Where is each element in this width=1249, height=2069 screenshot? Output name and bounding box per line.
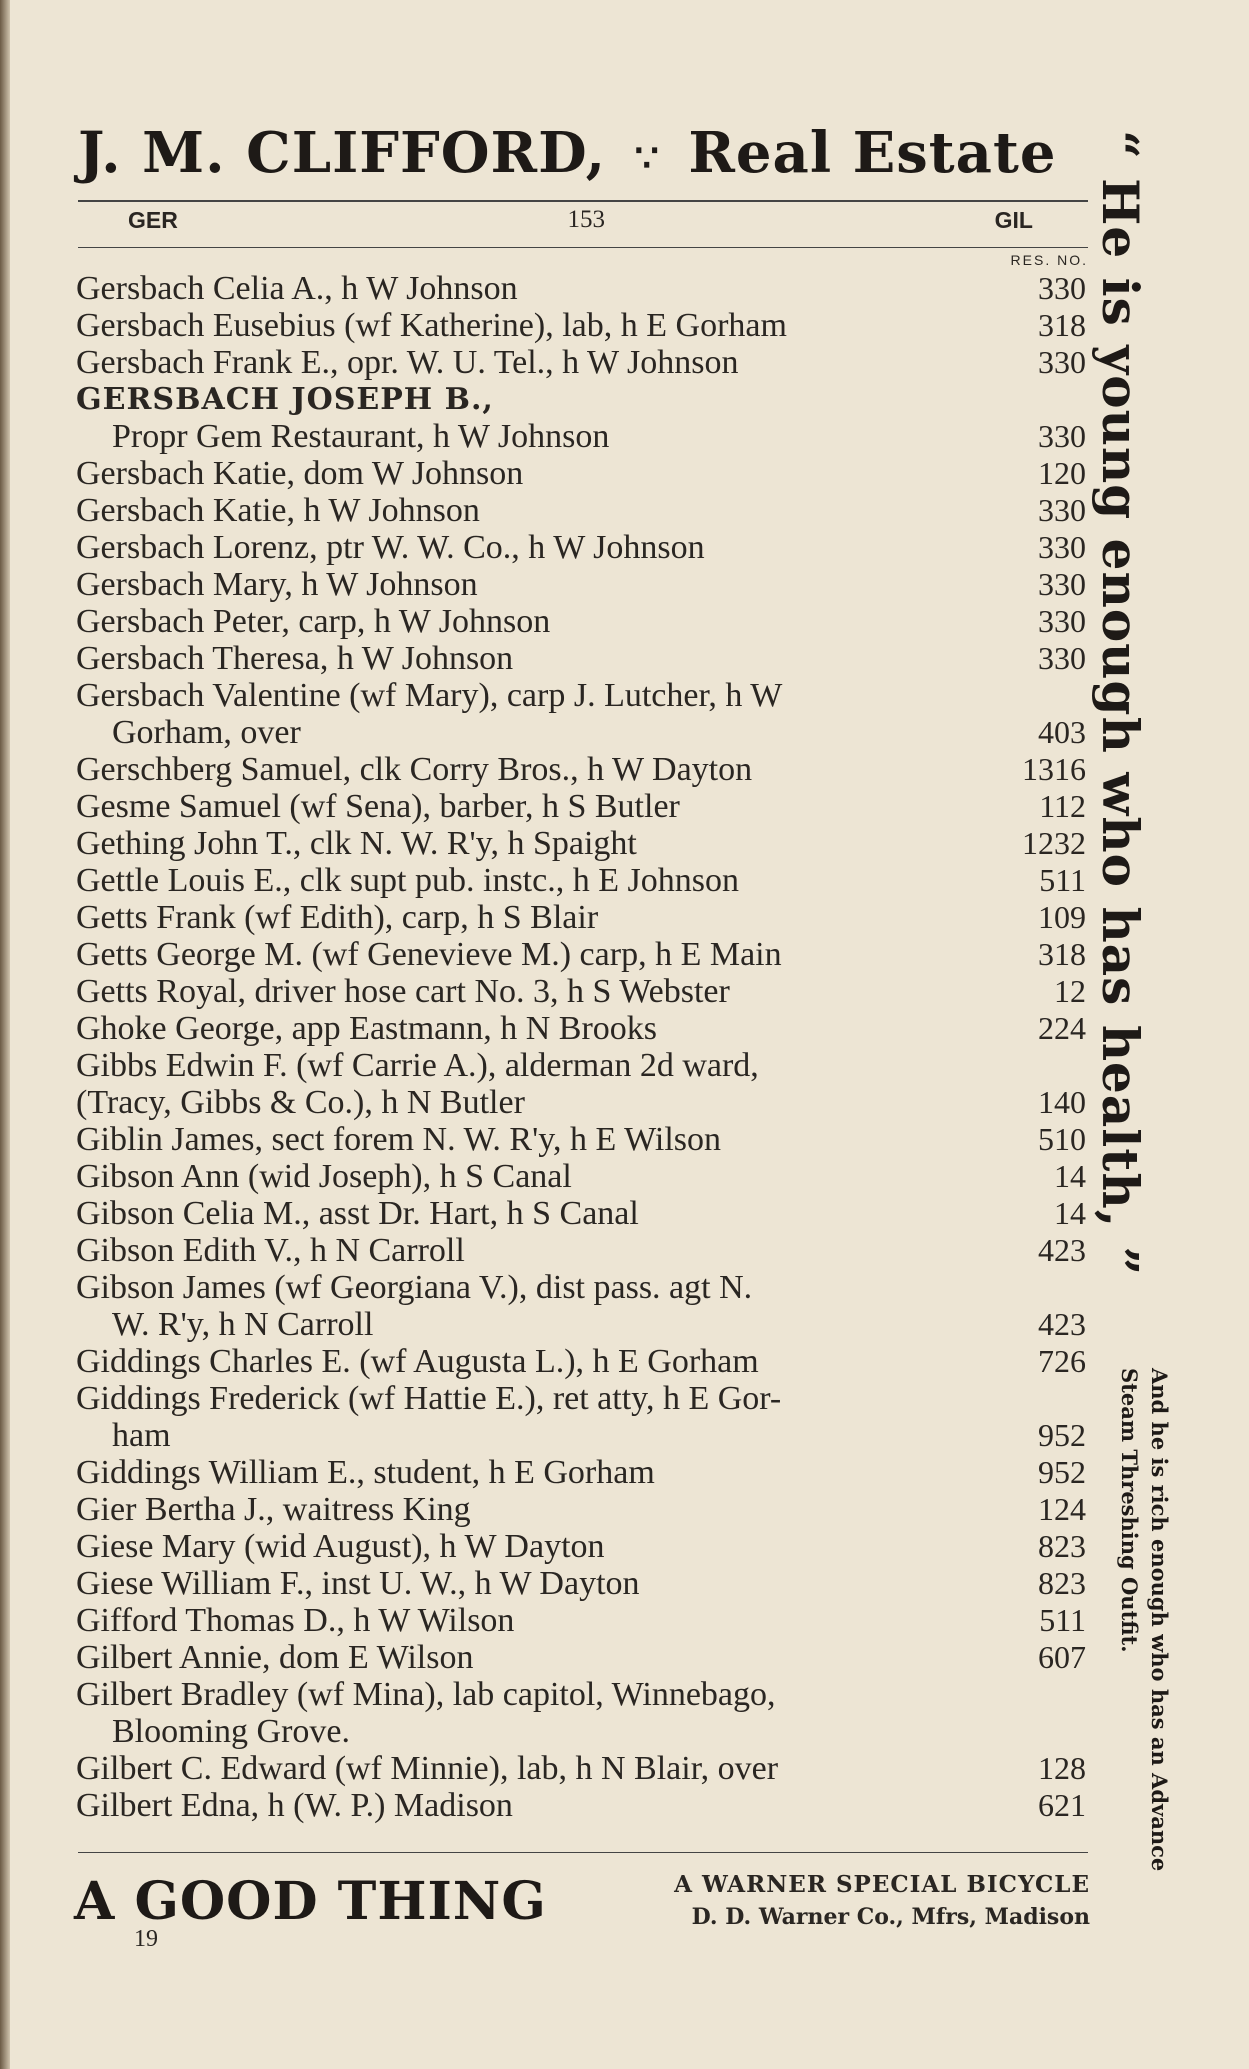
entry-text: Giese William F., inst U. W., h W Dayton xyxy=(76,1565,640,1602)
entry-text: W. R'y, h N Carroll xyxy=(112,1306,374,1343)
banner-separator: ∵ xyxy=(634,134,660,180)
page-binding-edge xyxy=(0,0,10,2069)
guide-word-left: GER xyxy=(128,206,178,233)
residence-number: 952 xyxy=(1038,1454,1086,1490)
page-number: 153 xyxy=(567,206,605,233)
directory-entry xyxy=(76,1491,1088,1528)
footer-ad-line1: A WARNER SPECIAL BICYCLE xyxy=(674,1871,1090,1898)
entry-text: Gorham, over xyxy=(112,714,301,751)
directory-entry xyxy=(76,862,1088,899)
entry-text: Giblin James, sect forem N. W. R'y, h E Wilson xyxy=(76,1121,722,1158)
entry-text: Gesme Samuel (wf Sena), barber, h S Butler xyxy=(76,788,680,825)
footer-rule xyxy=(78,1852,1088,1853)
directory-entry xyxy=(76,973,1088,1010)
entry-text: Getts Royal, driver hose cart No. 3, h S Webster xyxy=(76,973,730,1010)
directory-entry xyxy=(76,936,1088,973)
residence-number: 330 xyxy=(1038,529,1086,565)
directory-entry xyxy=(76,899,1088,936)
guide-word-right: GIL xyxy=(994,206,1033,233)
residence-number: 621 xyxy=(1038,1787,1086,1823)
residence-number: 14 xyxy=(1054,1195,1086,1231)
directory-entry xyxy=(76,788,1088,825)
footer-ad-line2: D. D. Warner Co., Mfrs, Madison xyxy=(691,1904,1090,1930)
directory-entry xyxy=(76,1306,1088,1343)
entry-text: Gersbach Katie, h W Johnson xyxy=(76,492,480,529)
banner-name: J. M. CLIFFORD, xyxy=(78,120,607,186)
entry-text: Ghoke George, app Eastmann, h N Brooks xyxy=(76,1010,658,1047)
entry-text: Gilbert Annie, dom E Wilson xyxy=(76,1639,474,1676)
residence-number: 330 xyxy=(1038,270,1086,306)
residence-number: 12 xyxy=(1054,973,1086,1009)
entry-text: Gersbach Katie, dom W Johnson xyxy=(76,455,524,492)
entry-text: Gibson Ann (wid Joseph), h S Canal xyxy=(76,1158,572,1195)
running-head xyxy=(78,206,1088,234)
residence-number: 124 xyxy=(1038,1491,1086,1527)
directory-entry xyxy=(76,566,1088,603)
entry-text: Gerschberg Samuel, clk Corry Bros., h W Dayton xyxy=(76,751,753,788)
residence-number: 14 xyxy=(1054,1158,1086,1194)
entry-text: Giddings William E., student, h E Gorham xyxy=(76,1454,655,1491)
directory-entry xyxy=(76,344,1088,381)
side-ad-line1: And he is rich enough who has an Advance xyxy=(1147,1368,1172,1872)
residence-number: 128 xyxy=(1038,1750,1086,1786)
directory-entry xyxy=(76,825,1088,862)
residence-number: 511 xyxy=(1039,862,1086,898)
directory-entry xyxy=(76,1158,1088,1195)
banner-trade: Real Estate xyxy=(688,120,1057,186)
residence-number: 726 xyxy=(1038,1343,1086,1379)
directory-entry xyxy=(76,1639,1088,1676)
entry-text: Gilbert Bradley (wf Mina), lab capitol, Winnebago, xyxy=(76,1676,776,1713)
directory-entry xyxy=(76,1602,1088,1639)
directory-entry xyxy=(76,1343,1088,1380)
entry-text: Giddings Frederick (wf Hattie E.), ret atty, h E Gor- xyxy=(76,1380,782,1417)
entry-text: Getts George M. (wf Genevieve M.) carp, h E Main xyxy=(76,936,782,973)
directory-entry xyxy=(76,1010,1088,1047)
entry-text: Gilbert C. Edward (wf Minnie), lab, h N Blair, over xyxy=(76,1750,779,1787)
directory-entry xyxy=(76,418,1088,455)
directory-entry xyxy=(76,640,1088,677)
residence-number: 403 xyxy=(1038,714,1086,750)
residence-number: 224 xyxy=(1038,1010,1086,1046)
footer-advertisement xyxy=(74,1868,1090,1934)
residence-number: 510 xyxy=(1038,1121,1086,1157)
residence-number: 120 xyxy=(1038,455,1086,491)
directory-entry xyxy=(76,307,1088,344)
directory-entry xyxy=(76,1047,1088,1084)
entry-text: Getts Frank (wf Edith), carp, h S Blair xyxy=(76,899,599,936)
residence-number: 318 xyxy=(1038,307,1086,343)
residence-number: 1232 xyxy=(1022,825,1086,861)
entry-text: Gersbach Celia A., h W Johnson xyxy=(76,270,518,307)
entry-text: Gibson Celia M., asst Dr. Hart, h S Canal xyxy=(76,1195,639,1232)
directory-entry xyxy=(76,1787,1088,1824)
residence-number: 330 xyxy=(1038,640,1086,676)
entry-text: Propr Gem Restaurant, h W Johnson xyxy=(112,418,610,455)
residence-number: 140 xyxy=(1038,1084,1086,1120)
entry-text: Gilbert Edna, h (W. P.) Madison xyxy=(76,1787,513,1824)
side-advertisement xyxy=(1114,1368,1174,1871)
entry-text: Gething John T., clk N. W. R'y, h Spaight xyxy=(76,825,637,862)
directory-entry xyxy=(76,751,1088,788)
directory-entry xyxy=(76,1121,1088,1158)
entry-text: Giese Mary (wid August), h W Dayton xyxy=(76,1528,605,1565)
directory-entry xyxy=(76,1676,1088,1713)
directory-entry xyxy=(76,1380,1088,1417)
entry-text: GERSBACH JOSEPH B., xyxy=(76,382,494,417)
entry-text: Gersbach Valentine (wf Mary), carp J. Lutcher, h W xyxy=(76,677,783,714)
residence-number: 823 xyxy=(1038,1528,1086,1564)
column-label: RES. NO. xyxy=(1010,252,1088,268)
entry-text: Gifford Thomas D., h W Wilson xyxy=(76,1602,515,1639)
residence-number: 423 xyxy=(1038,1306,1086,1342)
directory-entry xyxy=(76,677,1088,714)
residence-number: 318 xyxy=(1038,936,1086,972)
residence-number: 109 xyxy=(1038,899,1086,935)
entry-text: ham xyxy=(112,1417,171,1454)
directory-entry xyxy=(76,1269,1088,1306)
residence-number: 423 xyxy=(1038,1232,1086,1268)
entry-text: Gersbach Frank E., opr. W. U. Tel., h W Johnson xyxy=(76,344,739,381)
entry-text: (Tracy, Gibbs & Co.), h N Butler xyxy=(76,1084,525,1121)
residence-number: 112 xyxy=(1039,788,1086,824)
entry-text: Gibson Edith V., h N Carroll xyxy=(76,1232,465,1269)
directory-entry xyxy=(76,455,1088,492)
directory-entry xyxy=(76,1232,1088,1269)
residence-number: 330 xyxy=(1038,492,1086,528)
residence-number: 952 xyxy=(1038,1417,1086,1453)
residence-number: 330 xyxy=(1038,418,1086,454)
entry-text: Gettle Louis E., clk supt pub. instc., h E Johnson xyxy=(76,862,739,899)
residence-number: 330 xyxy=(1038,603,1086,639)
entry-text: Gibson James (wf Georgiana V.), dist pass. agt N. xyxy=(76,1269,753,1306)
directory-entry xyxy=(76,529,1088,566)
header-top-rule xyxy=(78,200,1088,202)
header-bottom-rule xyxy=(78,247,1088,248)
directory-entry xyxy=(76,1454,1088,1491)
directory-entry xyxy=(76,1084,1088,1121)
entry-text: Giddings Charles E. (wf Augusta L.), h E Gorham xyxy=(76,1343,759,1380)
residence-number: 330 xyxy=(1038,344,1086,380)
directory-entry xyxy=(76,603,1088,640)
directory-listing xyxy=(76,270,1088,1824)
directory-entry xyxy=(76,492,1088,529)
residence-number: 823 xyxy=(1038,1565,1086,1601)
residence-number: 1316 xyxy=(1022,751,1086,787)
side-motto: “ He is young enough who has health, ” xyxy=(1091,130,1150,1277)
residence-number: 511 xyxy=(1039,1602,1086,1638)
folio-number: 19 xyxy=(134,1926,158,1952)
residence-number: 330 xyxy=(1038,566,1086,602)
directory-entry xyxy=(76,1750,1088,1787)
entry-text: Gersbach Mary, h W Johnson xyxy=(76,566,478,603)
directory-entry xyxy=(76,1417,1088,1454)
entry-text: Gibbs Edwin F. (wf Carrie A.), alderman 2d ward, xyxy=(76,1047,759,1084)
entry-text: Gersbach Eusebius (wf Katherine), lab, h E Gorham xyxy=(76,307,787,344)
footer-slogan: A GOOD THING xyxy=(74,1870,547,1932)
directory-entry xyxy=(76,270,1088,307)
directory-entry xyxy=(76,381,1088,418)
directory-entry xyxy=(76,1528,1088,1565)
residence-number: 607 xyxy=(1038,1639,1086,1675)
directory-entry xyxy=(76,1195,1088,1232)
entry-text: Gier Bertha J., waitress King xyxy=(76,1491,471,1528)
entry-text: Gersbach Theresa, h W Johnson xyxy=(76,640,514,677)
directory-entry xyxy=(76,1713,1088,1750)
footer-ad-text xyxy=(674,1868,1090,1934)
advertising-banner xyxy=(78,120,1088,186)
entry-text: Gersbach Lorenz, ptr W. W. Co., h W Johnson xyxy=(76,529,705,566)
directory-entry xyxy=(76,1565,1088,1602)
entry-text: Blooming Grove. xyxy=(112,1713,350,1750)
side-ad-line2: Steam Threshing Outfit. xyxy=(1117,1368,1142,1653)
directory-entry xyxy=(76,714,1088,751)
entry-text: Gersbach Peter, carp, h W Johnson xyxy=(76,603,551,640)
